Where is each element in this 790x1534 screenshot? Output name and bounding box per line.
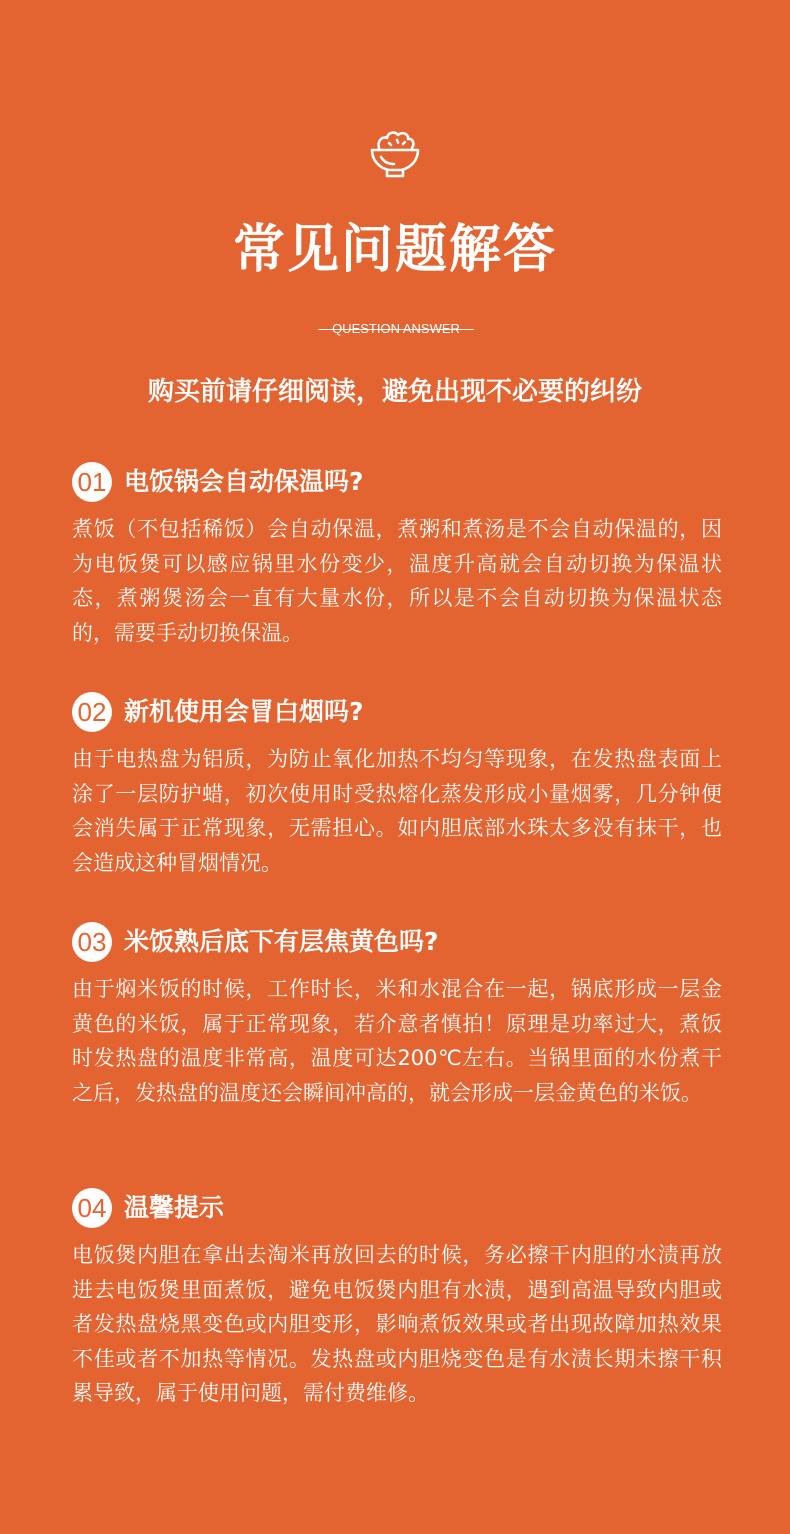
page-title: 常见问题解答 xyxy=(232,220,557,280)
question-text: 米饭熟后底下有层焦黄色吗? xyxy=(124,927,439,956)
question-header xyxy=(72,460,722,504)
answer-text: 由于电热盘为铝质，为防止氧化加热不均匀等现象，在发热盘表面上涂了一层防护蜡，初次使用时受热熔化蒸发形成小量烟雾，几分钟便会消失属于正常现象，无需担心。如内胆底部水珠太多没有抹干，也会造成这种冒烟情况。 xyxy=(72,747,722,875)
question-number-badge: 02 xyxy=(72,692,112,732)
rice-bowl-icon xyxy=(367,126,423,180)
question-number-badge: 04 xyxy=(72,1188,112,1228)
question-header xyxy=(72,1186,722,1230)
faq-item-03 xyxy=(72,920,722,1110)
answer-text: 煮饭（不包括稀饭）会自动保温，煮粥和煮汤是不会自动保温的，因为电饭煲可以感应锅里水份变少，温度升高就会自动切换为保温状态，煮粥煲汤会一直有大量水份，所以是不会自动切换为保温状态的，需要手动切换保温。 xyxy=(72,517,722,645)
question-header xyxy=(72,920,722,964)
faq-item-01 xyxy=(72,460,722,650)
question-text: 电饭锅会自动保温吗? xyxy=(124,467,364,496)
question-text: 新机使用会冒白烟吗? xyxy=(124,697,364,726)
faq-item-04 xyxy=(72,1186,722,1411)
question-text: 温馨提示 xyxy=(124,1193,225,1222)
answer-text: 由于焖米饭的时候，工作时长，米和水混合在一起，锅底形成一层金黄色的米饭，属于正常现象，若介意者慎拍！原理是功率过大，煮饭时发热盘的温度非常高，温度可达200℃左右。当锅里面的水份煮干之后，发热盘的温度还会瞬间冲高的，就会形成一层金黄色的米饭。 xyxy=(72,977,722,1105)
tagline: 购买前请仔细阅读，避免出现不必要的纠纷 xyxy=(147,377,642,407)
subtitle-text: QUESTION ANSWER xyxy=(332,321,460,336)
question-number-badge: 03 xyxy=(72,922,112,962)
answer-text: 电饭煲内胆在拿出去淘米再放回去的时候，务必擦干内胆的水渍再放进去电饭煲里面煮饭，避免电饭煲内胆有水渍，遇到高温导致内胆或者发热盘烧黑变色或内胆变形，影响煮饭效果或者出现故障加热效果不佳或者不加热等情况。发热盘或内胆烧变色是有水渍长期未擦干积累导致，属于使用问题，需付费维修。 xyxy=(72,1243,722,1405)
question-header xyxy=(72,690,722,734)
english-subtitle xyxy=(318,319,474,339)
faq-item-02 xyxy=(72,690,722,880)
question-number-badge: 01 xyxy=(72,462,112,502)
